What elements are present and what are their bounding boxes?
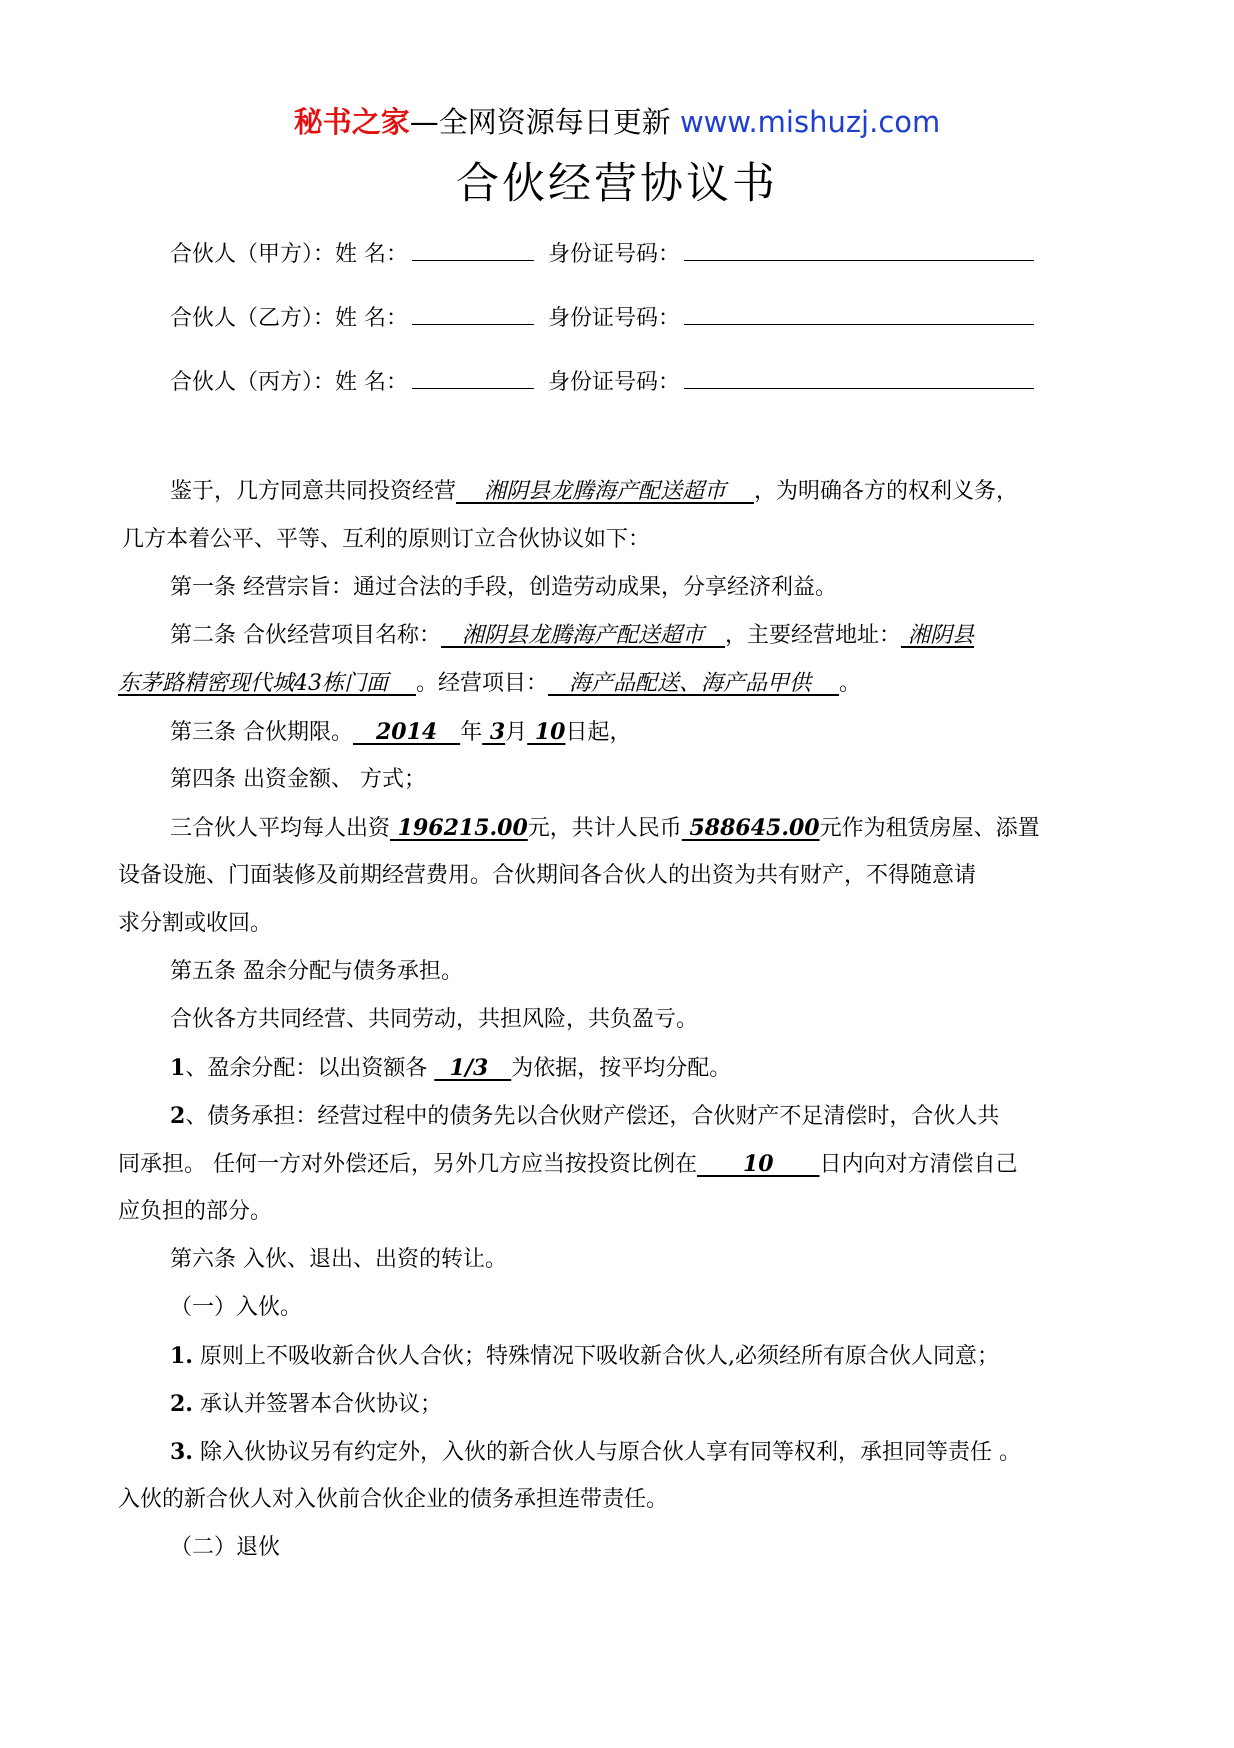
project-name-fill: 湘阴县龙腾海产配送超市 xyxy=(441,623,725,648)
article-3-label: 第三条 合伙期限。 xyxy=(170,720,353,745)
contribution-label: 三合伙人平均每人出资 xyxy=(170,816,391,841)
debt-text-2: 同承担。 任何一方对外偿还后，另外几方应当按投资比例在 xyxy=(118,1152,697,1177)
contribution-each-fill: 196215.00 xyxy=(390,815,528,841)
party-a-id-label: 身份证号码： xyxy=(548,242,681,267)
article-4-line-2: 设备设施、门面装修及前期经营费用。合伙期间各合伙人的出资为共有财产，不得随意请 xyxy=(118,863,977,888)
contribution-purpose: 元作为租赁房屋、添置 xyxy=(819,816,1040,841)
party-a-line xyxy=(170,236,1034,270)
site-url-link[interactable]: www.mishuzj.com xyxy=(679,105,941,139)
article-6: 第六条 入伙、退出、出资的转让。 xyxy=(170,1247,507,1272)
party-a-label: 合伙人（甲方）：姓 名： xyxy=(170,242,408,267)
party-b-name-blank xyxy=(412,300,534,325)
address-fill-1: 湘阴县 xyxy=(900,623,974,648)
article-6-exit-heading: （二）退伙 xyxy=(170,1535,281,1560)
debt-text-3: 日内向对方清偿自己 xyxy=(819,1152,1018,1177)
party-c-id-blank xyxy=(684,364,1034,389)
period: 。 xyxy=(838,671,861,696)
party-c-label: 合伙人（丙方）：姓 名： xyxy=(170,370,408,395)
article-5-item-1 xyxy=(170,1053,731,1084)
profit-ratio-fill: 1/3 xyxy=(434,1055,512,1081)
article-4: 第四条 出资金额、 方式； xyxy=(170,767,426,792)
intro-text: 鉴于，几方同意共同投资经营 xyxy=(170,479,457,504)
address-fill-2: 东茅路精密现代城43栋门面 xyxy=(118,671,416,696)
join-item-1-number: 1. xyxy=(170,1343,193,1369)
site-banner xyxy=(0,104,1234,140)
document-title: 合伙经营协议书 xyxy=(456,159,778,209)
item-1-number: 1 xyxy=(170,1055,186,1081)
party-a-name-blank xyxy=(412,236,534,261)
business-items-label: 。经营项目： xyxy=(415,671,548,696)
article-6-item-3 xyxy=(170,1437,1021,1468)
article-1: 第一条 经营宗旨：通过合法的手段，创造劳动成果，分享经济利益。 xyxy=(170,575,837,600)
article-4-line-3: 求分割或收回。 xyxy=(118,911,273,936)
item-2-number: 2 xyxy=(170,1103,186,1129)
join-item-2-text: 承认并签署本合伙协议； xyxy=(192,1392,442,1417)
article-5-item-2 xyxy=(170,1101,999,1132)
party-b-line xyxy=(170,300,1034,334)
contribution-total-fill: 588645.00 xyxy=(681,815,820,841)
article-2-address-label: ，主要经营地址： xyxy=(724,623,901,648)
article-5-item-2-line-3: 应负担的部分。 xyxy=(118,1199,273,1224)
total-label: 元，共计人民币 xyxy=(527,816,682,841)
year-label: 年 xyxy=(460,720,483,745)
article-2-label: 第二条 合伙经营项目名称： xyxy=(170,623,441,648)
party-a-id-blank xyxy=(684,236,1034,261)
article-6-item-3-line-2: 入伙的新合伙人对入伙前合伙企业的债务承担连带责任。 xyxy=(118,1487,669,1512)
start-month-fill: 3 xyxy=(482,719,506,745)
debt-text: 、债务承担：经营过程中的债务先以合伙财产偿还，合伙财产不足清偿时，合伙人共 xyxy=(185,1104,1000,1129)
party-b-id-blank xyxy=(684,300,1034,325)
business-items-fill: 海产品配送、海产品甲供 xyxy=(547,671,839,696)
join-item-3-number: 3. xyxy=(170,1439,193,1465)
business-name-fill: 湘阴县龙腾海产配送超市 xyxy=(456,479,754,504)
start-day-fill: 10 xyxy=(527,719,566,745)
site-brand: 秘书之家 xyxy=(293,105,410,139)
article-3 xyxy=(170,717,631,748)
party-b-label: 合伙人（乙方）：姓 名： xyxy=(170,306,408,331)
day-label: 日起， xyxy=(565,720,632,745)
article-5-item-2-line-2 xyxy=(118,1149,1018,1180)
join-item-1-text: 原则上不吸收新合伙人合伙；特殊情况下吸收新合伙人,必须经所有原合伙人同意； xyxy=(192,1344,999,1369)
join-item-2-number: 2. xyxy=(170,1391,193,1417)
party-b-id-label: 身份证号码： xyxy=(548,306,681,331)
article-6-item-2 xyxy=(170,1389,442,1420)
article-5: 第五条 盈余分配与债务承担。 xyxy=(170,959,463,984)
article-2-line-2 xyxy=(118,669,861,699)
intro-text-2: ，为明确各方的权利义务， xyxy=(753,479,1018,504)
join-item-3-text: 除入伙协议另有约定外，入伙的新合伙人与原合伙人享有同等权利，承担同等责任 。 xyxy=(192,1440,1021,1465)
article-6-item-1 xyxy=(170,1341,999,1372)
party-c-name-blank xyxy=(412,364,534,389)
article-6-join-heading: （一）入伙。 xyxy=(170,1295,303,1320)
profit-rule: 为依据，按平均分配。 xyxy=(511,1056,732,1081)
month-label: 月 xyxy=(505,720,528,745)
article-5-intro: 合伙各方共同经营、共同劳动，共担风险，共负盈亏。 xyxy=(170,1007,699,1032)
article-4-line-1 xyxy=(170,813,1040,844)
start-year-fill: 2014 xyxy=(353,719,461,745)
party-c-line xyxy=(170,364,1034,398)
intro-line-1 xyxy=(170,477,1018,507)
profit-label: 、盈余分配：以出资额各 xyxy=(185,1056,435,1081)
article-2-line-1 xyxy=(170,621,974,651)
repay-days-fill: 10 xyxy=(697,1151,820,1177)
party-c-id-label: 身份证号码： xyxy=(548,370,681,395)
site-slogan: —全网资源每日更新 xyxy=(409,105,680,139)
intro-line-2: 几方本着公平、平等、互利的原则订立合伙协议如下： xyxy=(122,527,651,552)
